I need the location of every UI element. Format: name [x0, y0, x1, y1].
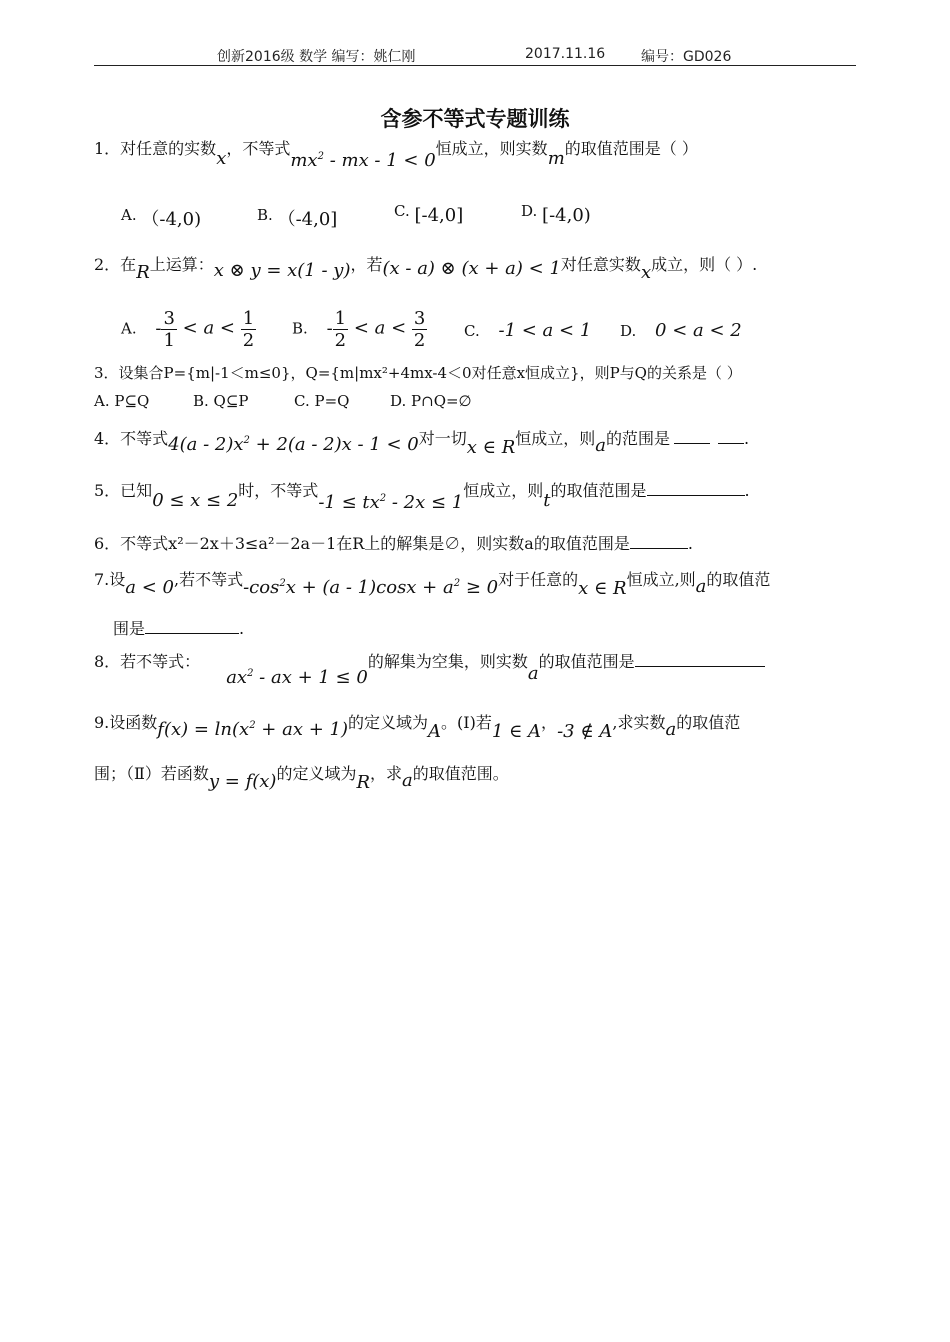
- q1-option-c-label: C.: [394, 202, 410, 220]
- q6-answer-blank[interactable]: [630, 534, 688, 549]
- q8-text-c: 的取值范围是: [538, 652, 635, 671]
- q8-text-b: 的解集为空集，则实数: [367, 652, 528, 671]
- q9-cond-1: 1 ∈ A: [491, 721, 542, 742]
- q2-option-a-frac2: $\frac{1}{2}$: [242, 308, 255, 351]
- q1-text-a: 1．对任意的实数: [94, 139, 217, 158]
- q9-var-a-2: a: [402, 770, 413, 791]
- q4-inequality: $4(a - 2)x^2 + 2(a - 2)x - 1 < 0$: [168, 434, 419, 455]
- q9-function-y: y = f(x): [208, 771, 277, 792]
- q9-function: $f(x) = \ln(x^2$ + ax + 1): [157, 719, 348, 740]
- q9-text-b: 的定义域为: [348, 713, 429, 732]
- q2-option-b-frac1: $\frac{1}{2}$: [334, 308, 347, 351]
- q1-option-a-value: （-4,0): [141, 209, 202, 230]
- q2-var-R: R: [136, 262, 150, 283]
- q8-answer-blank[interactable]: [635, 652, 765, 667]
- q2-text-d: 对任意实数: [560, 255, 641, 274]
- q9-text-a: 9.设函数: [94, 713, 158, 732]
- q2-option-a-label: A.: [121, 319, 137, 338]
- q2-operation: x ⊗ y = x(1 - y): [213, 260, 351, 281]
- q8-var-a: a: [527, 663, 539, 684]
- question-1: [94, 134, 698, 171]
- q5-text-d: 的取值范围是: [550, 481, 647, 500]
- q1-option-d: [521, 200, 591, 226]
- q2-option-d: [620, 320, 742, 341]
- q3-option-c: C. P=Q: [294, 392, 350, 410]
- q2-option-a-frac1: $\frac{3}{1}$: [163, 308, 175, 351]
- question-6: [94, 533, 693, 555]
- page-header: [94, 44, 856, 66]
- q9-text-c: 。(Ⅰ)若: [441, 713, 492, 732]
- q5-text-a: 5．已知: [94, 481, 153, 500]
- q4-answer-blank-1[interactable]: [674, 429, 710, 444]
- q7-var-a: a: [695, 576, 707, 597]
- page-title: 含参不等式专题训练: [380, 107, 570, 131]
- question-4: [94, 424, 750, 458]
- q1-option-a: [121, 200, 202, 230]
- q9-var-A: A: [428, 721, 442, 742]
- question-8: [94, 647, 765, 688]
- q1-option-c-value: [-4,0]: [414, 205, 464, 226]
- q2-option-b-minus: -: [326, 317, 333, 339]
- q1-option-c: [394, 200, 464, 226]
- q5-inequality: $-1 \le tx^2 - 2x \le 1$: [318, 492, 464, 513]
- q5-text-c: 恒成立，则: [463, 481, 544, 500]
- q5-answer-blank[interactable]: [647, 481, 745, 496]
- q1-option-b: [257, 200, 338, 230]
- q7-text-end: .: [239, 619, 245, 638]
- q1-option-d-value: [-4,0): [542, 205, 591, 226]
- q1-text-c: 恒成立，则实数: [435, 139, 548, 158]
- q9-text-j: 的取值范围。: [412, 764, 509, 783]
- q9-var-R: R: [356, 772, 371, 793]
- q8-text-a: 8．若不等式：: [94, 652, 201, 671]
- q5-var-t: t: [543, 490, 551, 511]
- question-9-continued: [94, 763, 509, 793]
- q2-option-c-value: -1 < a < 1: [498, 320, 592, 341]
- question-5: [94, 476, 750, 513]
- q6-text-end: .: [687, 534, 693, 553]
- q2-option-a-minus: -: [155, 317, 162, 339]
- q2-option-b-frac2: $\frac{3}{2}$: [413, 308, 426, 351]
- q9-text-h: 的定义域为: [276, 764, 357, 783]
- header-code: 编号：GD026: [641, 49, 732, 65]
- q2-option-a: [121, 308, 256, 351]
- q2-option-b: [292, 308, 427, 351]
- q3-option-d: D. P∩Q=∅: [390, 392, 472, 410]
- q1-var-m: m: [547, 148, 565, 169]
- q8-inequality: $ax^2$ - ax + 1 ≤ 0: [226, 667, 368, 688]
- q7-text-c: 对于任意的: [498, 570, 579, 589]
- q7-text-e: 的取值范: [706, 570, 771, 589]
- q1-inequality: $mx^2$ - mx - 1 < 0: [290, 150, 436, 171]
- q9-text-i: ，求: [370, 764, 403, 783]
- q9-text-f: 的取值范: [676, 713, 741, 732]
- q2-text-c: ，若: [350, 255, 383, 274]
- q4-var-a: a: [595, 435, 607, 456]
- q4-text-b: 对一切: [418, 429, 467, 448]
- q1-option-b-label: B.: [257, 206, 273, 224]
- question-7: [94, 565, 771, 599]
- q1-text-b: ，不等式: [226, 139, 291, 158]
- q2-option-d-value: 0 < a < 2: [655, 320, 742, 341]
- q2-var-x: x: [640, 262, 652, 283]
- q2-condition: (x - a) ⊗ (x + a) < 1: [382, 258, 561, 279]
- q1-option-b-value: （-4,0]: [277, 209, 338, 230]
- q1-option-a-label: A.: [121, 206, 137, 224]
- q3-option-b: B. Q⊆P: [193, 392, 249, 410]
- q4-domain: x ∈ R: [466, 437, 516, 458]
- q4-text-c: 恒成立，则: [515, 429, 596, 448]
- question-7-continued: [113, 618, 244, 640]
- q9-var-a: a: [665, 719, 677, 740]
- q2-text-a: 2．在: [94, 255, 137, 274]
- q7-text-d: 恒成立,则: [626, 570, 696, 589]
- q4-text-a: 4．不等式: [94, 429, 169, 448]
- question-3: 3．设集合P={m|-1＜m≤0}，Q={m|mx²+4mx-4＜0对任意x恒成立}，则P与Q的关系是（ ）: [94, 364, 742, 382]
- q1-var-x: x: [216, 148, 227, 169]
- q9-text-d: ，: [541, 713, 558, 732]
- q2-option-c: [464, 320, 591, 341]
- q2-option-b-label: B.: [292, 319, 308, 338]
- q7-answer-blank[interactable]: [145, 619, 239, 634]
- q4-answer-blank-2[interactable]: [718, 429, 744, 444]
- q2-option-a-mid: < a <: [176, 317, 241, 339]
- q4-text-end: .: [744, 429, 750, 448]
- q2-option-c-label: C.: [464, 322, 480, 340]
- q2-option-b-mid: < a <: [348, 317, 412, 339]
- q5-text-b: 时，不等式: [238, 481, 319, 500]
- header-left: 创新2016级 数学 编写：姚仁刚: [217, 49, 416, 65]
- q5-range: 0 ≤ x ≤ 2: [152, 490, 239, 511]
- question-2: [94, 254, 758, 283]
- q6-text: 6．不等式x²－2x＋3≤a²－2a－1在R上的解集是∅，则实数a的取值范围是: [94, 534, 630, 553]
- q9-text-e: ,求实数: [612, 713, 666, 732]
- q1-text-d: 的取值范围是（ ）: [564, 139, 698, 158]
- header-date: 2017.11.16: [525, 46, 606, 62]
- q3-option-a: A. P⊆Q: [94, 392, 150, 410]
- q2-text-e: 成立，则（ ）.: [651, 255, 758, 274]
- q9-cond-2: -3 ∉ A: [557, 721, 613, 742]
- q4-text-d: 的范围是: [606, 429, 671, 448]
- q7-text-f: 围是: [113, 619, 146, 638]
- q7-inequality: $-\cos^2x + (a - 1)\cos x + a^2 \ge 0$: [243, 577, 499, 598]
- q7-domain: x ∈ R: [578, 578, 627, 599]
- q2-text-b: 上运算：: [149, 255, 214, 274]
- q5-text-end: .: [744, 481, 750, 500]
- q7-text-a: 7.设: [94, 570, 126, 589]
- question-9: [94, 708, 741, 742]
- q7-condition: a < 0: [125, 577, 174, 598]
- q7-text-b: ,若不等式: [174, 570, 244, 589]
- q2-option-d-label: D.: [620, 322, 637, 340]
- q1-option-d-label: D.: [521, 202, 538, 220]
- q9-text-g: 围；（Ⅱ）若函数: [94, 764, 209, 783]
